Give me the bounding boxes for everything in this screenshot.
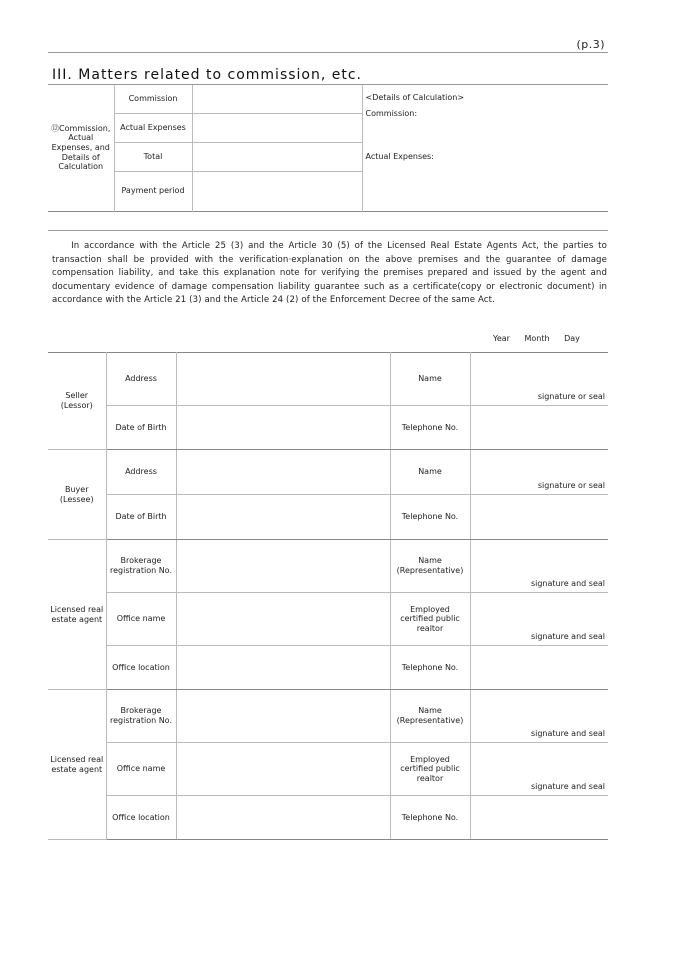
agent2-name-label: Name (Representative) [390,690,470,743]
agent2-reg-field[interactable] [176,690,390,743]
commission-value[interactable] [192,85,362,113]
agent2-employed-label: Employed certified public realtor [390,743,470,796]
agent2-signature[interactable] [470,690,608,743]
total-label: Total [114,142,192,171]
commission-row-header: ⑫Commission, Actual Expenses, and Details of Calculation [51,123,111,172]
seller-name-label: Name [390,353,470,406]
actual-expenses-value[interactable] [192,113,362,142]
buyer-tel-field[interactable] [470,495,608,540]
details-of-calculation[interactable] [362,85,608,211]
agent1-signature[interactable] [470,540,608,593]
details-heading: <Details of Calculation> [365,93,465,102]
seller-label: Seller (Lessor) [48,353,106,450]
seller-tel-field[interactable] [470,406,608,450]
buyer-name-label: Name [390,450,470,495]
agent2-employed-signature[interactable] [470,743,608,796]
details-commission: Commission: [365,108,418,118]
total-value[interactable] [192,142,362,171]
actual-expenses-label: Actual Expenses [114,113,192,142]
agent1-tel-field[interactable] [470,646,608,690]
page-number: (p.3) [576,38,605,51]
header-rule [48,52,608,53]
details-expenses: Actual Expenses: [365,152,434,162]
payment-period-value[interactable] [192,171,362,211]
agent2-label: Licensed real estate agent [48,690,106,840]
buyer-address-field[interactable] [176,450,390,495]
buyer-address-label: Address [106,450,176,495]
seller-tel-label: Telephone No. [390,406,470,450]
payment-period-label: Payment period [114,171,192,211]
agent1-office-field[interactable] [176,593,390,646]
date-line: Year Month Day [493,334,580,343]
agent1-location-label: Office location [106,646,176,690]
statement-text: In accordance with the Article 25 (3) and the Article 30 (5) of the Licensed Real Estate Agents Act, the parties to transaction shall be provided with the verification·explanation on the above premises and the guarantee of damage compensation liability, and take this explanation note for verifying the premises prepared and issued by the agent and documentary evidence of damage compensation liability guarantee such as a certificate(copy or electronic document) in accordance with the Article 21 (3) and the Article 24 (2) of the Enforcement Decree of the same Act. [52,241,607,306]
statement-rule [48,230,608,231]
buyer-dob-field[interactable] [176,495,390,540]
seller-address-label: Address [106,353,176,406]
parties-table [48,352,608,840]
agent1-employed-signature-label: signature and seal [530,632,605,642]
agent1-reg-label: Brokerage registration No. [106,540,176,593]
agent2-office-field[interactable] [176,743,390,796]
agent1-office-label: Office name [106,593,176,646]
seller-signature[interactable] [470,353,608,406]
agent2-office-label: Office name [106,743,176,796]
agent2-employed-signature-label: signature and seal [530,782,605,792]
buyer-label: Buyer (Lessee) [48,450,106,540]
agent2-reg-label: Brokerage registration No. [106,690,176,743]
agent2-location-field[interactable] [176,796,390,840]
seller-address-field[interactable] [176,353,390,406]
agent1-tel-label: Telephone No. [390,646,470,690]
buyer-signature[interactable] [470,450,608,495]
agent1-label: Licensed real estate agent [48,540,106,690]
agent1-name-label: Name (Representative) [390,540,470,593]
buyer-dob-label: Date of Birth [106,495,176,540]
agent2-tel-label: Telephone No. [390,796,470,840]
seller-dob-label: Date of Birth [106,406,176,450]
agent1-reg-field[interactable] [176,540,390,593]
agent1-employed-signature[interactable] [470,593,608,646]
seller-signature-label: signature or seal [537,392,605,402]
agent1-employed-label: Employed certified public realtor [390,593,470,646]
agent2-signature-label: signature and seal [530,729,605,739]
commission-label: Commission [114,85,192,113]
section-title: III. Matters related to commission, etc. [52,67,363,83]
buyer-tel-label: Telephone No. [390,495,470,540]
statement-paragraph [52,240,607,308]
buyer-signature-label: signature or seal [537,481,605,491]
seller-dob-field[interactable] [176,406,390,450]
agent1-location-field[interactable] [176,646,390,690]
agent1-signature-label: signature and seal [530,579,605,589]
agent2-tel-field[interactable] [470,796,608,840]
agent2-location-label: Office location [106,796,176,840]
commission-table [48,85,608,212]
